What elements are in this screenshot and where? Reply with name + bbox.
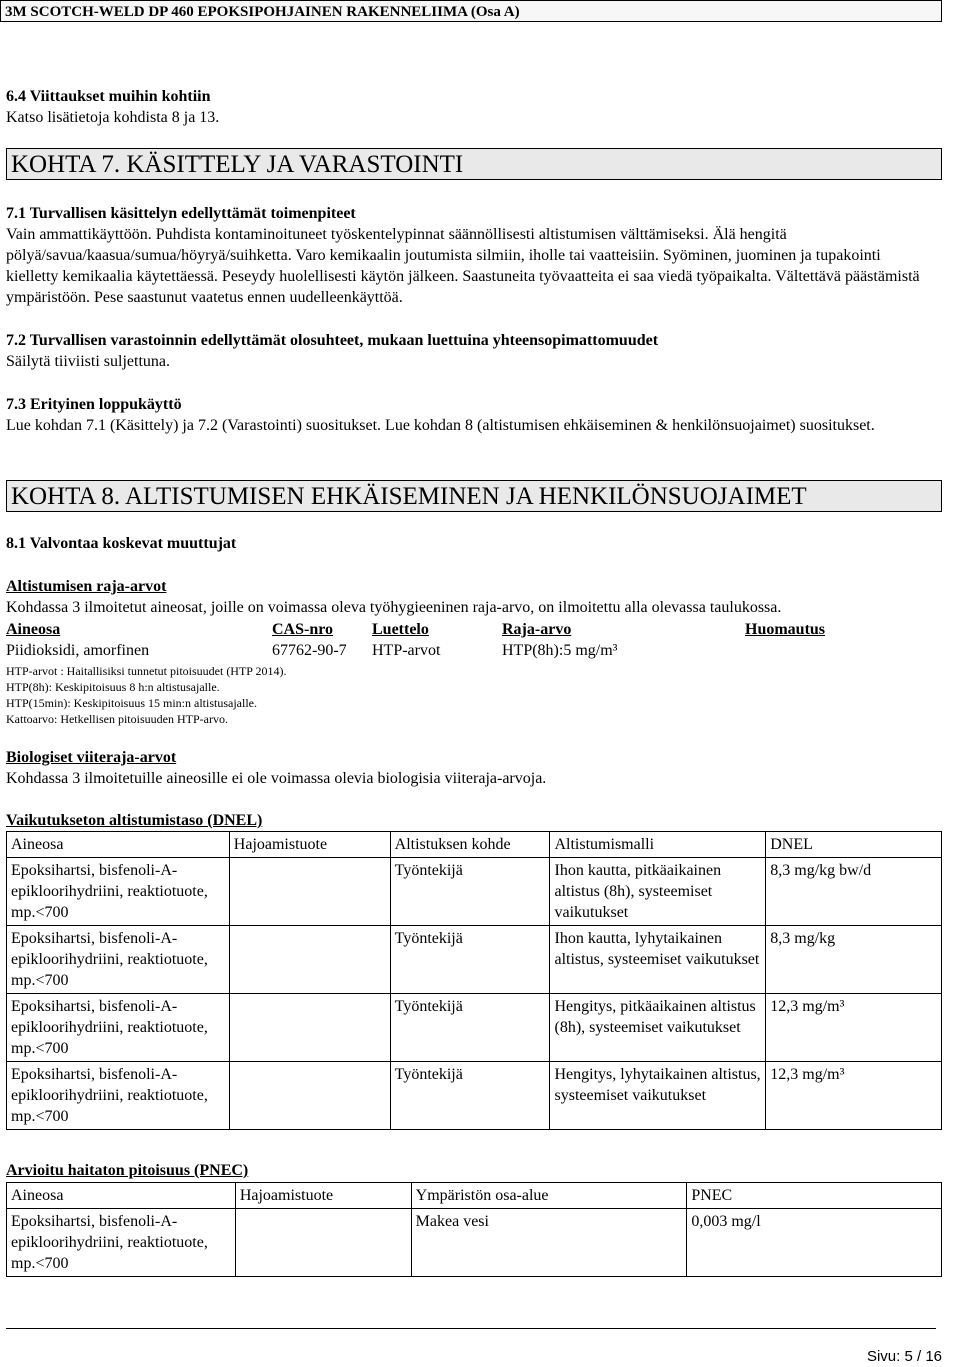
bio-heading: Biologiset viiteraja-arvot — [6, 749, 177, 766]
page-number: Sivu: 5 / 16 — [866, 1348, 942, 1365]
pnec-header-hajoamistuote: Hajoamistuote — [235, 1183, 411, 1209]
table-row — [7, 1209, 942, 1277]
pnec-header-pnec: PNEC — [687, 1183, 942, 1209]
table-header-row — [7, 1183, 942, 1209]
oel-header-raja-arvo: Raja-arvo — [502, 621, 572, 638]
oel-intro: Kohdassa 3 ilmoitetut aineosat, joille on voimassa oleva työhygieeninen raja-arvo, on ilmoitettu alla olevassa taulukossa. — [6, 599, 782, 616]
table-cell: Epoksihartsi, bisfenoli-A-epikloorihydriini, reaktiotuote, mp.<700 — [7, 1062, 230, 1130]
document-header: 3M SCOTCH-WELD DP 460 EPOKSIPOHJAINEN RAKENNELIIMA (Osa A) — [0, 0, 942, 22]
pnec-heading: Arvioitu haitaton pitoisuus (PNEC) — [6, 1162, 249, 1179]
oel-header-cas: CAS-nro — [272, 621, 334, 638]
dnel-heading: Vaikutukseton altistumistaso (DNEL) — [6, 812, 263, 829]
section-7-2-text: Säilytä tiiviisti suljettuna. — [6, 353, 170, 370]
section-7-1-text: Vain ammattikäyttöön. Puhdista kontaminoituneet työskentelypinnat säännöllisesti altistumisen välttämiseksi. Älä hengitä pölyä/savua/kaasua/sumua/höyryä/suihketta. Varo kemikaalin joutumista silmiin, iholle tai vaatteisiin. Syöminen, juominen ja tupakointi kielletty kemikaalia käytettäessä. Peseydy huolellisesti käytön jälkeen. Saastuneita työvaatteita ei saa viedä työpaikalta. Vältettävä päästämistä ympäristöön. Pese saastunut vaatetus ennen uudelleenkäyttöä. — [6, 226, 920, 306]
table-cell: Makea vesi — [411, 1209, 687, 1277]
table-cell: 8,3 mg/kg — [766, 926, 942, 994]
oel-cell-aineosa: Piidioksidi, amorfinen — [6, 642, 150, 659]
oel-note: HTP(8h): Keskipitoisuus 8 h:n altistusajalle. — [6, 680, 220, 694]
section-7-3-text: Lue kohdan 7.1 (Käsittely) ja 7.2 (Varastointi) suositukset. Lue kohdan 8 (altistumisen ehkäiseminen & henkilönsuojaimet) suositukset. — [6, 417, 875, 434]
oel-header-aineosa: Aineosa — [6, 621, 61, 638]
pnec-header-aineosa: Aineosa — [7, 1183, 236, 1209]
section-6-4-text: Katso lisätietoja kohdista 8 ja 13. — [6, 109, 220, 126]
table-cell: Työntekijä — [390, 1062, 550, 1130]
dnel-header-aineosa: Aineosa — [7, 832, 230, 858]
oel-cell-cas: 67762-90-7 — [272, 642, 347, 659]
section-6-4-heading: 6.4 Viittaukset muihin kohtiin — [6, 88, 211, 105]
table-cell: 12,3 mg/m³ — [766, 994, 942, 1062]
oel-note: HTP-arvot : Haitallisiksi tunnetut pitoisuudet (HTP 2014). — [6, 664, 287, 678]
table-cell — [229, 994, 390, 1062]
footer-divider — [6, 1328, 936, 1329]
section-7-3-heading: 7.3 Erityinen loppukäyttö — [6, 396, 182, 413]
table-cell: Ihon kautta, lyhytaikainen altistus, systeemiset vaikutukset — [550, 926, 766, 994]
table-row — [7, 926, 942, 994]
table-cell: Hengitys, pitkäaikainen altistus (8h), systeemiset vaikutukset — [550, 994, 766, 1062]
table-cell: Hengitys, lyhytaikainen altistus, systeemiset vaikutukset — [550, 1062, 766, 1130]
pnec-header-ymparisto: Ympäristön osa-alue — [411, 1183, 687, 1209]
table-row — [7, 994, 942, 1062]
table-cell — [229, 1062, 390, 1130]
table-cell: Epoksihartsi, bisfenoli-A-epikloorihydriini, reaktiotuote, mp.<700 — [7, 1209, 236, 1277]
dnel-header-altistuksen-kohde: Altistuksen kohde — [390, 832, 550, 858]
section-7-1-heading: 7.1 Turvallisen käsittelyn edellyttämät toimenpiteet — [6, 205, 356, 222]
table-cell: Epoksihartsi, bisfenoli-A-epikloorihydriini, reaktiotuote, mp.<700 — [7, 858, 230, 926]
bio-text: Kohdassa 3 ilmoitetuille aineosille ei ole voimassa olevia biologisia viiteraja-arvoja. — [6, 770, 547, 787]
section-7-2-heading: 7.2 Turvallisen varastoinnin edellyttämät olosuhteet, mukaan luettuina yhteensopimattomuudet — [6, 332, 659, 349]
oel-header-luettelo: Luettelo — [372, 621, 429, 638]
table-cell: Työntekijä — [390, 858, 550, 926]
dnel-table — [6, 831, 942, 1130]
table-header-row — [7, 832, 942, 858]
table-row — [7, 1062, 942, 1130]
table-cell: Työntekijä — [390, 994, 550, 1062]
table-cell — [229, 858, 390, 926]
dnel-header-altistumismalli: Altistumismalli — [550, 832, 766, 858]
table-cell: Epoksihartsi, bisfenoli-A-epikloorihydriini, reaktiotuote, mp.<700 — [7, 926, 230, 994]
table-cell — [229, 926, 390, 994]
oel-header-huomautus: Huomautus — [745, 621, 826, 638]
section-7-title: KOHTA 7. KÄSITTELY JA VARASTOINTI — [6, 148, 942, 180]
table-cell: 0,003 mg/l — [687, 1209, 942, 1277]
table-cell: Työntekijä — [390, 926, 550, 994]
dnel-header-dnel: DNEL — [766, 832, 942, 858]
oel-cell-raja-arvo: HTP(8h):5 mg/m³ — [502, 642, 618, 659]
oel-heading: Altistumisen raja-arvot — [6, 578, 167, 595]
section-8-1-heading: 8.1 Valvontaa koskevat muuttujat — [6, 535, 237, 552]
table-cell: Ihon kautta, pitkäaikainen altistus (8h), systeemiset vaikutukset — [550, 858, 766, 926]
table-row — [7, 858, 942, 926]
dnel-header-hajoamistuote: Hajoamistuote — [229, 832, 390, 858]
table-cell — [235, 1209, 411, 1277]
table-cell: 8,3 mg/kg bw/d — [766, 858, 942, 926]
table-cell: Epoksihartsi, bisfenoli-A-epikloorihydriini, reaktiotuote, mp.<700 — [7, 994, 230, 1062]
table-cell: 12,3 mg/m³ — [766, 1062, 942, 1130]
oel-note: HTP(15min): Keskipitoisuus 15 min:n altistusajalle. — [6, 696, 257, 710]
oel-cell-luettelo: HTP-arvot — [372, 642, 441, 659]
section-8-title: KOHTA 8. ALTISTUMISEN EHKÄISEMINEN JA HENKILÖNSUOJAIMET — [6, 480, 942, 512]
oel-note: Kattoarvo: Hetkellisen pitoisuuden HTP-arvo. — [6, 712, 228, 726]
pnec-table — [6, 1182, 942, 1277]
